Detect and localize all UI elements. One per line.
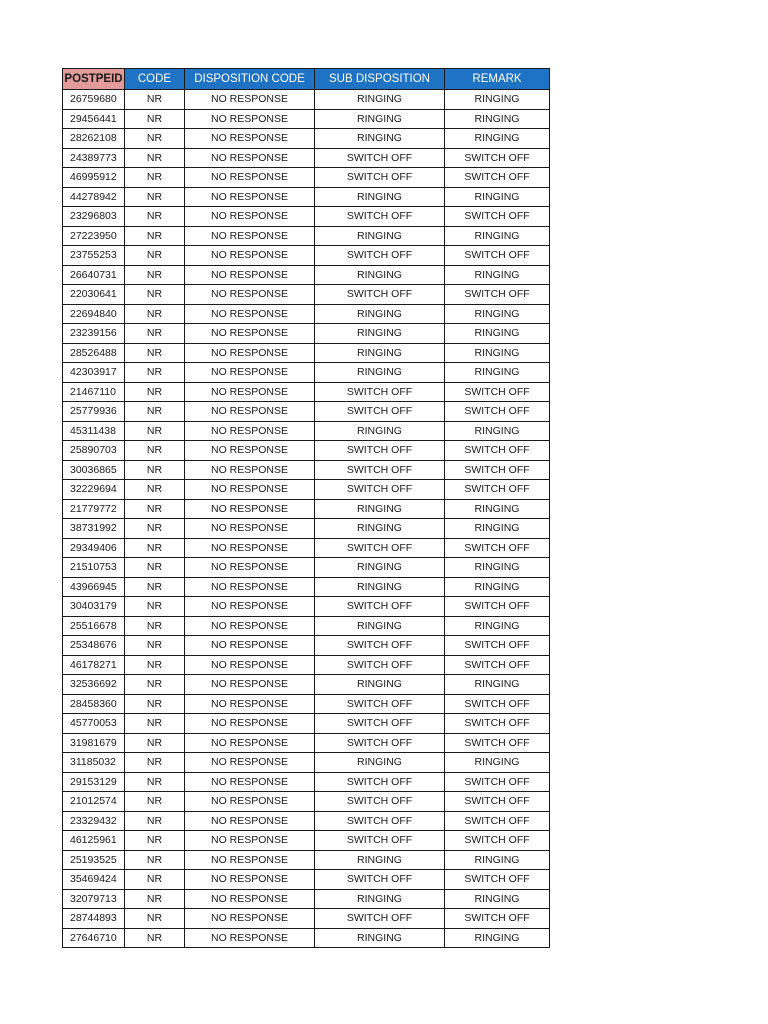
postpeid-cell: 21779772 [63, 499, 125, 519]
remark-cell: SWITCH OFF [445, 831, 550, 851]
sub-disposition-cell: RINGING [315, 675, 445, 695]
postpeid-cell: 28262108 [63, 129, 125, 149]
code-cell: NR [125, 90, 185, 110]
code-cell: NR [125, 714, 185, 734]
sub-disposition-cell: SWITCH OFF [315, 831, 445, 851]
disposition-code-cell: NO RESPONSE [185, 597, 315, 617]
postpeid-cell: 23755253 [63, 246, 125, 266]
remark-cell: RINGING [445, 265, 550, 285]
postpeid-cell: 45770053 [63, 714, 125, 734]
code-cell: NR [125, 811, 185, 831]
table-row [63, 870, 550, 890]
disposition-code-cell: NO RESPONSE [185, 402, 315, 422]
remark-cell: RINGING [445, 304, 550, 324]
disposition-code-cell: NO RESPONSE [185, 343, 315, 363]
table-row [63, 129, 550, 149]
remark-cell: RINGING [445, 187, 550, 207]
sub-disposition-cell: SWITCH OFF [315, 441, 445, 461]
table-row [63, 889, 550, 909]
table-row [63, 519, 550, 539]
code-cell: NR [125, 363, 185, 383]
sub-disposition-cell: RINGING [315, 90, 445, 110]
sub-disposition-cell: SWITCH OFF [315, 285, 445, 305]
header-sub-disposition: SUB DISPOSITION [315, 69, 445, 90]
remark-cell: RINGING [445, 109, 550, 129]
sub-disposition-cell: RINGING [315, 343, 445, 363]
remark-cell: RINGING [445, 129, 550, 149]
code-cell: NR [125, 304, 185, 324]
remark-cell: RINGING [445, 675, 550, 695]
code-cell: NR [125, 265, 185, 285]
table-row [63, 324, 550, 344]
disposition-code-cell: NO RESPONSE [185, 909, 315, 929]
remark-cell: SWITCH OFF [445, 597, 550, 617]
remark-cell: SWITCH OFF [445, 733, 550, 753]
code-cell: NR [125, 324, 185, 344]
sub-disposition-cell: SWITCH OFF [315, 733, 445, 753]
disposition-code-cell: NO RESPONSE [185, 285, 315, 305]
remark-cell: RINGING [445, 519, 550, 539]
disposition-code-cell: NO RESPONSE [185, 421, 315, 441]
table-row [63, 577, 550, 597]
disposition-code-cell: NO RESPONSE [185, 226, 315, 246]
remark-cell: SWITCH OFF [445, 246, 550, 266]
header-disposition-code: DISPOSITION CODE [185, 69, 315, 90]
disposition-code-cell: NO RESPONSE [185, 655, 315, 675]
table-row [63, 441, 550, 461]
code-cell: NR [125, 421, 185, 441]
postpeid-cell: 42303917 [63, 363, 125, 383]
remark-cell: RINGING [445, 343, 550, 363]
remark-cell: RINGING [445, 558, 550, 578]
sub-disposition-cell: RINGING [315, 499, 445, 519]
table-row [63, 928, 550, 948]
sub-disposition-cell: SWITCH OFF [315, 597, 445, 617]
code-cell: NR [125, 246, 185, 266]
postpeid-cell: 32229694 [63, 480, 125, 500]
remark-cell: RINGING [445, 889, 550, 909]
sub-disposition-cell: SWITCH OFF [315, 870, 445, 890]
code-cell: NR [125, 148, 185, 168]
disposition-code-cell: NO RESPONSE [185, 246, 315, 266]
sub-disposition-cell: RINGING [315, 324, 445, 344]
header-postpeid: POSTPEID [63, 69, 125, 90]
sub-disposition-cell: RINGING [315, 558, 445, 578]
postpeid-cell: 27223950 [63, 226, 125, 246]
table-row [63, 909, 550, 929]
postpeid-cell: 31185032 [63, 753, 125, 773]
disposition-code-cell: NO RESPONSE [185, 733, 315, 753]
table-row [63, 811, 550, 831]
table-row [63, 694, 550, 714]
remark-cell: SWITCH OFF [445, 207, 550, 227]
disposition-code-cell: NO RESPONSE [185, 870, 315, 890]
postpeid-cell: 46178271 [63, 655, 125, 675]
table-row [63, 792, 550, 812]
disposition-code-cell: NO RESPONSE [185, 636, 315, 656]
remark-cell: SWITCH OFF [445, 694, 550, 714]
remark-cell: SWITCH OFF [445, 772, 550, 792]
sub-disposition-cell: RINGING [315, 363, 445, 383]
disposition-code-cell: NO RESPONSE [185, 538, 315, 558]
remark-cell: RINGING [445, 226, 550, 246]
sub-disposition-cell: RINGING [315, 616, 445, 636]
sub-disposition-cell: RINGING [315, 109, 445, 129]
disposition-code-cell: NO RESPONSE [185, 187, 315, 207]
code-cell: NR [125, 675, 185, 695]
table-row [63, 109, 550, 129]
code-cell: NR [125, 772, 185, 792]
disposition-code-cell: NO RESPONSE [185, 363, 315, 383]
sub-disposition-cell: RINGING [315, 187, 445, 207]
sub-disposition-cell: RINGING [315, 304, 445, 324]
remark-cell: RINGING [445, 324, 550, 344]
postpeid-cell: 25348676 [63, 636, 125, 656]
remark-cell: SWITCH OFF [445, 792, 550, 812]
code-cell: NR [125, 538, 185, 558]
table-row [63, 226, 550, 246]
code-cell: NR [125, 382, 185, 402]
disposition-code-cell: NO RESPONSE [185, 811, 315, 831]
sub-disposition-cell: SWITCH OFF [315, 909, 445, 929]
disposition-code-cell: NO RESPONSE [185, 129, 315, 149]
disposition-code-cell: NO RESPONSE [185, 499, 315, 519]
disposition-code-cell: NO RESPONSE [185, 616, 315, 636]
sub-disposition-cell: SWITCH OFF [315, 694, 445, 714]
code-cell: NR [125, 909, 185, 929]
sub-disposition-cell: SWITCH OFF [315, 538, 445, 558]
remark-cell: RINGING [445, 499, 550, 519]
postpeid-cell: 43966945 [63, 577, 125, 597]
disposition-code-cell: NO RESPONSE [185, 109, 315, 129]
table-row [63, 168, 550, 188]
postpeid-cell: 22694840 [63, 304, 125, 324]
table-row [63, 363, 550, 383]
postpeid-cell: 25193525 [63, 850, 125, 870]
code-cell: NR [125, 499, 185, 519]
code-cell: NR [125, 694, 185, 714]
remark-cell: RINGING [445, 577, 550, 597]
table-row [63, 675, 550, 695]
table-body [63, 90, 550, 948]
table-row [63, 421, 550, 441]
table-row [63, 187, 550, 207]
remark-cell: SWITCH OFF [445, 714, 550, 734]
postpeid-cell: 35469424 [63, 870, 125, 890]
sub-disposition-cell: SWITCH OFF [315, 402, 445, 422]
table-row [63, 382, 550, 402]
table-row [63, 850, 550, 870]
table-row [63, 90, 550, 110]
postpeid-cell: 30403179 [63, 597, 125, 617]
disposition-code-cell: NO RESPONSE [185, 928, 315, 948]
code-cell: NR [125, 850, 185, 870]
postpeid-cell: 46995912 [63, 168, 125, 188]
remark-cell: RINGING [445, 850, 550, 870]
table-row [63, 714, 550, 734]
code-cell: NR [125, 480, 185, 500]
code-cell: NR [125, 558, 185, 578]
disposition-code-cell: NO RESPONSE [185, 753, 315, 773]
code-cell: NR [125, 597, 185, 617]
code-cell: NR [125, 889, 185, 909]
sub-disposition-cell: RINGING [315, 928, 445, 948]
remark-cell: SWITCH OFF [445, 655, 550, 675]
table-row [63, 207, 550, 227]
disposition-code-cell: NO RESPONSE [185, 577, 315, 597]
remark-cell: SWITCH OFF [445, 870, 550, 890]
remark-cell: SWITCH OFF [445, 538, 550, 558]
disposition-code-cell: NO RESPONSE [185, 772, 315, 792]
sub-disposition-cell: RINGING [315, 265, 445, 285]
postpeid-cell: 28744893 [63, 909, 125, 929]
remark-cell: SWITCH OFF [445, 441, 550, 461]
header-row [63, 69, 550, 90]
remark-cell: RINGING [445, 928, 550, 948]
sub-disposition-cell: RINGING [315, 577, 445, 597]
disposition-table [62, 68, 550, 948]
sub-disposition-cell: SWITCH OFF [315, 207, 445, 227]
remark-cell: RINGING [445, 90, 550, 110]
postpeid-cell: 23296803 [63, 207, 125, 227]
sub-disposition-cell: SWITCH OFF [315, 792, 445, 812]
remark-cell: SWITCH OFF [445, 811, 550, 831]
table-row [63, 402, 550, 422]
table-row [63, 246, 550, 266]
sub-disposition-cell: RINGING [315, 421, 445, 441]
code-cell: NR [125, 168, 185, 188]
sub-disposition-cell: SWITCH OFF [315, 168, 445, 188]
sub-disposition-cell: RINGING [315, 753, 445, 773]
code-cell: NR [125, 577, 185, 597]
postpeid-cell: 23239156 [63, 324, 125, 344]
code-cell: NR [125, 441, 185, 461]
sub-disposition-cell: SWITCH OFF [315, 148, 445, 168]
code-cell: NR [125, 129, 185, 149]
sub-disposition-cell: RINGING [315, 519, 445, 539]
postpeid-cell: 45311438 [63, 421, 125, 441]
disposition-code-cell: NO RESPONSE [185, 519, 315, 539]
disposition-code-cell: NO RESPONSE [185, 168, 315, 188]
table-row [63, 285, 550, 305]
postpeid-cell: 24389773 [63, 148, 125, 168]
disposition-code-cell: NO RESPONSE [185, 850, 315, 870]
postpeid-cell: 32536692 [63, 675, 125, 695]
table-row [63, 460, 550, 480]
postpeid-cell: 31981679 [63, 733, 125, 753]
code-cell: NR [125, 460, 185, 480]
header-remark: REMARK [445, 69, 550, 90]
table-row [63, 733, 550, 753]
sub-disposition-cell: SWITCH OFF [315, 655, 445, 675]
disposition-code-cell: NO RESPONSE [185, 382, 315, 402]
disposition-code-cell: NO RESPONSE [185, 694, 315, 714]
postpeid-cell: 25779936 [63, 402, 125, 422]
postpeid-cell: 29456441 [63, 109, 125, 129]
disposition-code-cell: NO RESPONSE [185, 714, 315, 734]
table-row [63, 558, 550, 578]
table-row [63, 616, 550, 636]
postpeid-cell: 32079713 [63, 889, 125, 909]
sub-disposition-cell: SWITCH OFF [315, 636, 445, 656]
postpeid-cell: 28458360 [63, 694, 125, 714]
code-cell: NR [125, 519, 185, 539]
disposition-code-cell: NO RESPONSE [185, 265, 315, 285]
disposition-code-cell: NO RESPONSE [185, 792, 315, 812]
postpeid-cell: 29153129 [63, 772, 125, 792]
postpeid-cell: 23329432 [63, 811, 125, 831]
postpeid-cell: 38731992 [63, 519, 125, 539]
table-row [63, 480, 550, 500]
remark-cell: SWITCH OFF [445, 636, 550, 656]
code-cell: NR [125, 831, 185, 851]
postpeid-cell: 26759680 [63, 90, 125, 110]
sub-disposition-cell: RINGING [315, 850, 445, 870]
sub-disposition-cell: RINGING [315, 889, 445, 909]
remark-cell: SWITCH OFF [445, 402, 550, 422]
disposition-code-cell: NO RESPONSE [185, 324, 315, 344]
disposition-code-cell: NO RESPONSE [185, 675, 315, 695]
table-row [63, 753, 550, 773]
disposition-code-cell: NO RESPONSE [185, 480, 315, 500]
postpeid-cell: 30036865 [63, 460, 125, 480]
remark-cell: SWITCH OFF [445, 460, 550, 480]
code-cell: NR [125, 187, 185, 207]
table-row [63, 597, 550, 617]
remark-cell: SWITCH OFF [445, 148, 550, 168]
code-cell: NR [125, 616, 185, 636]
table-row [63, 655, 550, 675]
table-row [63, 538, 550, 558]
sub-disposition-cell: SWITCH OFF [315, 714, 445, 734]
sub-disposition-cell: SWITCH OFF [315, 246, 445, 266]
code-cell: NR [125, 753, 185, 773]
code-cell: NR [125, 109, 185, 129]
disposition-code-cell: NO RESPONSE [185, 207, 315, 227]
code-cell: NR [125, 733, 185, 753]
sub-disposition-cell: SWITCH OFF [315, 382, 445, 402]
remark-cell: RINGING [445, 753, 550, 773]
sub-disposition-cell: RINGING [315, 226, 445, 246]
code-cell: NR [125, 928, 185, 948]
table-row [63, 636, 550, 656]
disposition-code-cell: NO RESPONSE [185, 460, 315, 480]
table-row [63, 772, 550, 792]
remark-cell: SWITCH OFF [445, 480, 550, 500]
postpeid-cell: 22030641 [63, 285, 125, 305]
code-cell: NR [125, 285, 185, 305]
postpeid-cell: 26640731 [63, 265, 125, 285]
table-row [63, 831, 550, 851]
postpeid-cell: 25890703 [63, 441, 125, 461]
code-cell: NR [125, 636, 185, 656]
remark-cell: SWITCH OFF [445, 382, 550, 402]
sub-disposition-cell: SWITCH OFF [315, 772, 445, 792]
code-cell: NR [125, 655, 185, 675]
postpeid-cell: 46125961 [63, 831, 125, 851]
sub-disposition-cell: RINGING [315, 129, 445, 149]
table-row [63, 265, 550, 285]
code-cell: NR [125, 402, 185, 422]
postpeid-cell: 21012574 [63, 792, 125, 812]
postpeid-cell: 28526488 [63, 343, 125, 363]
sub-disposition-cell: SWITCH OFF [315, 811, 445, 831]
remark-cell: SWITCH OFF [445, 909, 550, 929]
header-code: CODE [125, 69, 185, 90]
code-cell: NR [125, 207, 185, 227]
postpeid-cell: 21467110 [63, 382, 125, 402]
postpeid-cell: 27646710 [63, 928, 125, 948]
disposition-code-cell: NO RESPONSE [185, 90, 315, 110]
code-cell: NR [125, 226, 185, 246]
table-row [63, 148, 550, 168]
disposition-code-cell: NO RESPONSE [185, 304, 315, 324]
table-row [63, 304, 550, 324]
remark-cell: SWITCH OFF [445, 168, 550, 188]
sub-disposition-cell: SWITCH OFF [315, 460, 445, 480]
postpeid-cell: 21510753 [63, 558, 125, 578]
disposition-code-cell: NO RESPONSE [185, 831, 315, 851]
remark-cell: RINGING [445, 363, 550, 383]
remark-cell: RINGING [445, 421, 550, 441]
remark-cell: SWITCH OFF [445, 285, 550, 305]
code-cell: NR [125, 792, 185, 812]
table-row [63, 499, 550, 519]
postpeid-cell: 44278942 [63, 187, 125, 207]
postpeid-cell: 29349406 [63, 538, 125, 558]
code-cell: NR [125, 343, 185, 363]
disposition-code-cell: NO RESPONSE [185, 441, 315, 461]
table-row [63, 343, 550, 363]
postpeid-cell: 25516678 [63, 616, 125, 636]
sub-disposition-cell: SWITCH OFF [315, 480, 445, 500]
code-cell: NR [125, 870, 185, 890]
disposition-code-cell: NO RESPONSE [185, 889, 315, 909]
remark-cell: RINGING [445, 616, 550, 636]
disposition-code-cell: NO RESPONSE [185, 148, 315, 168]
disposition-code-cell: NO RESPONSE [185, 558, 315, 578]
